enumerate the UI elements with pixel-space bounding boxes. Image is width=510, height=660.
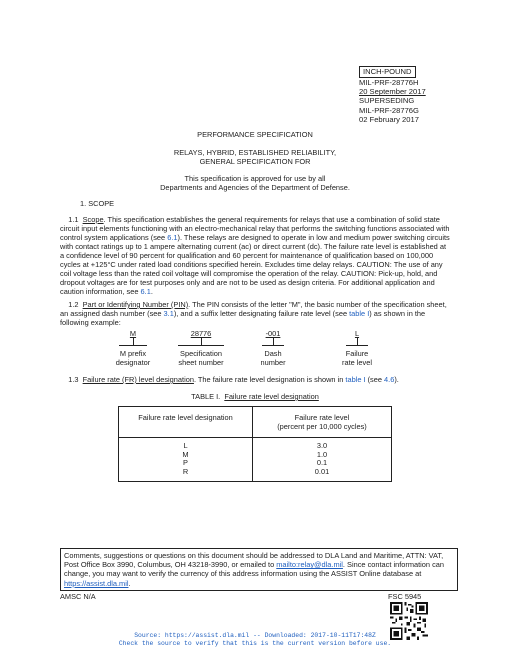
pin-connector [262, 338, 284, 346]
p11-text-a: . This specification establishes the general requirements for relays that use a combination of solid state circuit input elements functioning with an electro-mechanical relay that performs the switching functions associated with control system applications (see [60, 215, 450, 242]
p13-ref-link-b[interactable]: 4.6 [384, 375, 395, 384]
p13-number: 1.3 [68, 375, 79, 384]
pin-part-dash [252, 329, 294, 367]
table-caption-prefix: TABLE I. [191, 392, 221, 401]
pin-label-2: rate level [342, 358, 372, 367]
pin-connector [178, 338, 224, 346]
approval-line1: This specification is approved for use by all [184, 174, 326, 183]
designation-value: R [182, 466, 189, 476]
footer-verify-line: Check the source to verify that this is the current version before use. [118, 640, 392, 647]
paragraph-1-2 [60, 300, 452, 327]
superseded-id: MIL-PRF-28776G [359, 105, 419, 115]
comments-text-b: . Since contact information can change, you may want to verify the currency of this address information using the ASSIST Online database at [64, 560, 444, 579]
pin-part-failure-rate [333, 329, 381, 367]
p11-title: Scope [82, 215, 104, 224]
p13-text-a: . The failure rate level designation is shown in [193, 375, 346, 384]
pin-part-spec-sheet [170, 329, 232, 367]
assist-link[interactable]: https://assist.dla.mil [64, 578, 129, 588]
p12-ref-link-b[interactable]: table I [349, 309, 370, 318]
spec-kind: PERFORMANCE SPECIFICATION [197, 130, 313, 139]
inch-pound-badge: INCH-POUND [359, 66, 416, 78]
p12-text-a: . The PIN consists of the letter "M", the basic number of the specification sheet, an assigned dash number (see [60, 300, 447, 318]
doc-date: 20 September 2017 [359, 87, 426, 97]
amsc-label: AMSC N/A [60, 592, 96, 601]
p13-ref-link-a[interactable]: table I [345, 375, 366, 384]
p12-ref-link-a[interactable]: 3.1 [163, 309, 174, 318]
pin-part-prefix [104, 329, 162, 367]
table-header-row [119, 407, 392, 438]
designation-value: M [182, 449, 189, 459]
p12-text-b: ), and a suffix letter designating failure rate level (see [173, 309, 350, 318]
pin-code: L [354, 329, 360, 338]
comments-text-c: . [128, 578, 131, 588]
section-scope-heading: 1. SCOPE [80, 199, 115, 208]
p13-text-c: ). [394, 375, 399, 384]
spec-title-line2: GENERAL SPECIFICATION FOR [199, 157, 311, 166]
doc-id: MIL-PRF-28776H [359, 78, 419, 87]
table-header-rate-line2: (percent per 10,000 cycles) [277, 422, 367, 431]
pin-label-2: sheet number [178, 358, 224, 367]
table-header-rate [253, 407, 392, 438]
pin-label: Dash [264, 349, 282, 358]
footer-source-line: Source: https://assist.dla.mil -- Downloaded: 2017-10-11T17:48Z [134, 632, 376, 639]
designation-value: L [183, 441, 188, 450]
pin-connector [346, 338, 368, 346]
table-body-row [119, 438, 392, 482]
spec-title-line1: RELAYS, HYBRID, ESTABLISHED RELIABILITY, [173, 148, 337, 157]
pin-label: Failure [345, 349, 369, 358]
pin-code: 28776 [190, 329, 212, 338]
pin-label: M prefix [119, 349, 147, 358]
table-rate-cell [253, 438, 392, 482]
table-caption-title: Failure rate level designation [224, 392, 319, 401]
superseding-label: SUPERSEDING [359, 96, 415, 106]
paragraph-1-3 [60, 375, 452, 384]
p12-number: 1.2 [68, 300, 79, 309]
document-header [359, 78, 469, 124]
p11-ref-link-a[interactable]: 6.1 [167, 233, 178, 242]
comments-box [60, 548, 458, 591]
email-link[interactable]: mailto:relay@dla.mil [276, 560, 343, 570]
paragraph-1-1 [60, 215, 452, 296]
rate-value: 1.0 [316, 449, 328, 459]
pin-code: -001 [265, 329, 281, 338]
rate-value: 0.01 [314, 466, 330, 476]
failure-rate-table [118, 406, 392, 482]
p11-ref-link-b[interactable]: 6.1 [140, 287, 151, 296]
approval-line2: Departments and Agencies of the Department of Defense. [160, 183, 350, 192]
rate-value: 3.0 [316, 441, 328, 450]
p13-title: Failure rate (FR) level designation [82, 375, 194, 384]
table-header-designation: Failure rate level designation [119, 407, 253, 438]
pin-label-2: number [260, 358, 286, 367]
pin-code: M [129, 329, 137, 338]
pin-label-2: designator [115, 358, 151, 367]
designation-value: P [183, 458, 188, 468]
p12-text-c: ) as shown in the following example: [60, 309, 426, 327]
pin-label: Specification [180, 349, 222, 358]
table-designation-cell [119, 438, 253, 482]
superseded-date: 02 February 2017 [359, 114, 419, 124]
p11-text-c: . [150, 287, 153, 296]
rate-value: 0.1 [316, 458, 328, 468]
pin-connector [119, 338, 147, 346]
p11-number: 1.1 [68, 215, 79, 224]
table-header-rate-line1: Failure rate level [294, 413, 350, 422]
p11-text-b: ). These relays are designed to operate in low and medium power switching circuits with contact ratings up to 1 ampere alternating current (ac) or direct current (dc). The failure rate level is established at a confidence level of 90 percent for qualification and 60 percent for maintenance of qualification based on 100,000 cycles at +125°C under rated load conditions specified herein. Excludes time delay relays. CAUTION: The use of any coil voltage less than the rated coil voltage will compromise the operation of the relay. CAUTION: Pick-up, hold, and dropout voltages are for test purposes only and are not to be used as design criteria. For additional application and caution information, see [60, 233, 450, 296]
table-caption [0, 392, 510, 401]
p13-text-b: (see [365, 375, 385, 384]
comments-text-a: Comments, suggestions or questions on this document should be addressed to DLA Land and Maritime, ATTN: VAT, Post Office Box 3990, Columbus, OH 43218-3990, or emailed to [64, 551, 444, 570]
p12-title: Part or Identifying Number (PIN) [82, 300, 189, 309]
fsc-label: FSC 5945 [388, 592, 422, 601]
